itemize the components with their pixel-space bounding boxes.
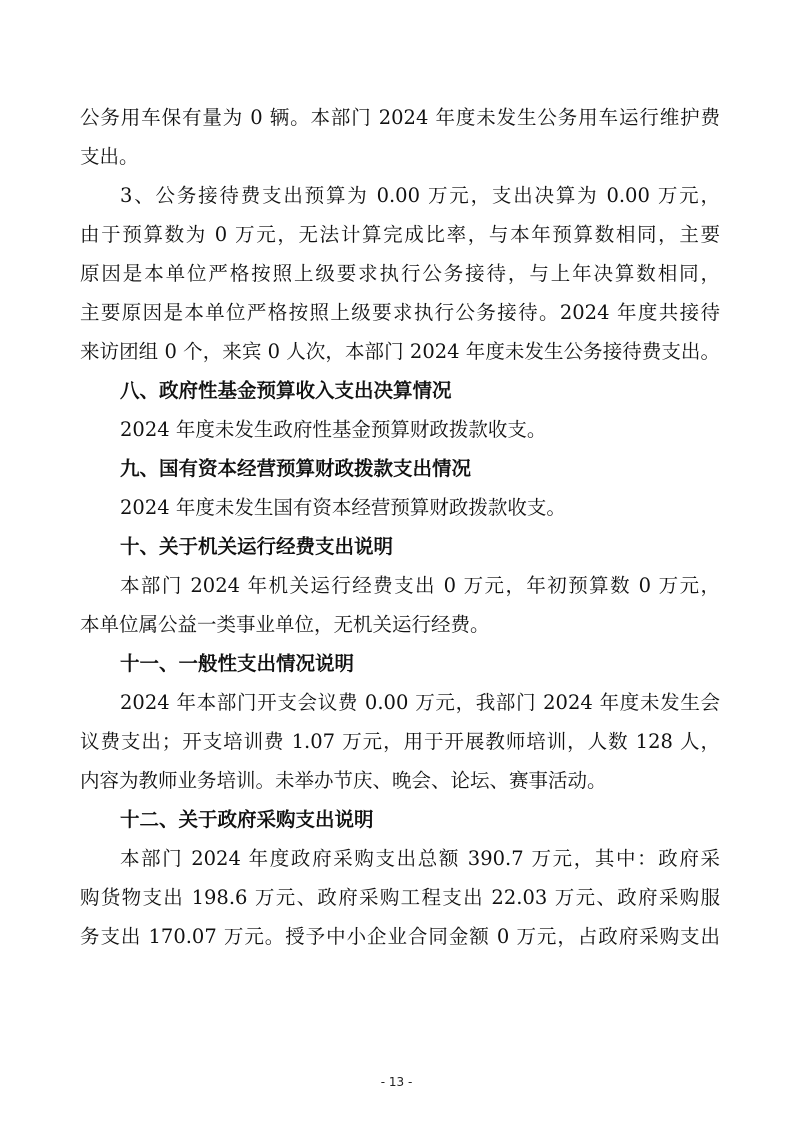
section-heading: 八、政府性基金预算收入支出决算情况 xyxy=(120,379,452,402)
paragraph-line: 公务用车保有量为 0 辆。本部门 2024 年度未发生公务用车运行维护费 xyxy=(80,106,720,129)
section-heading: 九、国有资本经营预算财政拨款支出情况 xyxy=(120,457,472,480)
paragraph-line: 主要原因是本单位严格按照上级要求执行公务接待。2024 年度共接待 xyxy=(80,301,720,324)
section-heading: 十一、一般性支出情况说明 xyxy=(120,652,355,675)
section-heading: 十二、关于政府采购支出说明 xyxy=(120,808,374,831)
paragraph-line: 务支出 170.07 万元。授予中小企业合同金额 0 万元，占政府采购支出 xyxy=(80,925,720,948)
document-body xyxy=(80,98,720,956)
paragraph-line: 3、公务接待费支出预算为 0.00 万元，支出决算为 0.00 万元， xyxy=(120,184,720,207)
paragraph-line: 由于预算数为 0 万元，无法计算完成比率，与本年预算数相同，主要 xyxy=(80,223,720,246)
paragraph-line: 本单位属公益一类事业单位，无机关运行经费。 xyxy=(80,613,490,636)
paragraph-line: 议费支出；开支培训费 1.07 万元，用于开展教师培训，人数 128 人， xyxy=(80,730,720,753)
paragraph-line: 2024 年度未发生国有资本经营预算财政拨款收支。 xyxy=(120,496,566,519)
paragraph-line: 本部门 2024 年机关运行经费支出 0 万元，年初预算数 0 万元， xyxy=(120,574,720,597)
paragraph-line: 原因是本单位严格按照上级要求执行公务接待，与上年决算数相同， xyxy=(80,262,720,285)
paragraph-line: 来访团组 0 个，来宾 0 人次，本部门 2024 年度未发生公务接待费支出。 xyxy=(80,340,720,363)
page-number: - 13 - xyxy=(380,1075,413,1089)
paragraph-line: 购货物支出 198.6 万元、政府采购工程支出 22.03 万元、政府采购服 xyxy=(80,886,720,909)
paragraph-line: 2024 年本部门开支会议费 0.00 万元，我部门 2024 年度未发生会 xyxy=(120,691,720,714)
paragraph-line: 内容为教师业务培训。未举办节庆、晚会、论坛、赛事活动。 xyxy=(80,769,607,792)
section-heading: 十、关于机关运行经费支出说明 xyxy=(120,535,394,558)
paragraph-line: 2024 年度未发生政府性基金预算财政拨款收支。 xyxy=(120,418,547,441)
paragraph-line: 本部门 2024 年度政府采购支出总额 390.7 万元，其中：政府采 xyxy=(120,847,720,870)
paragraph-line: 支出。 xyxy=(80,145,139,168)
